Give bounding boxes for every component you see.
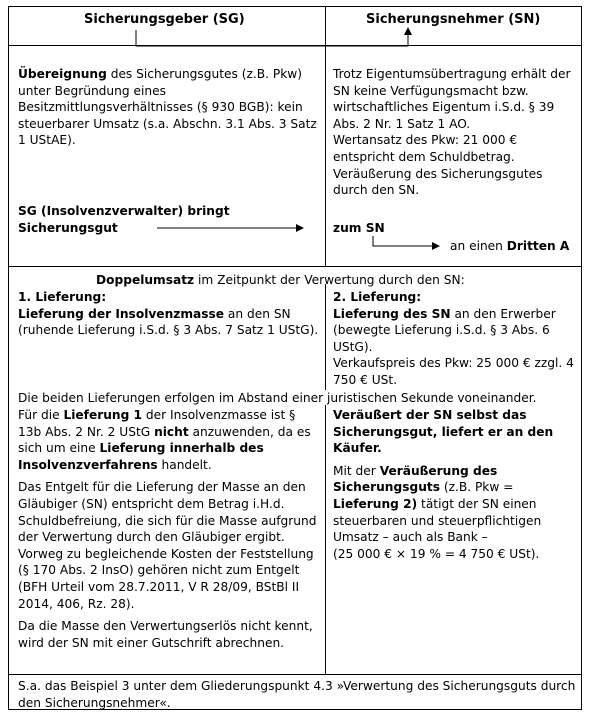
flow-arrowhead-2 [432, 242, 440, 250]
header-sicherungsnehmer: Sicherungsnehmer (SN) [366, 12, 541, 27]
sn-description [333, 66, 577, 199]
sn-veraeusserung: Veräußerung des Sicherungsgutes durch den SN. [333, 166, 543, 198]
paragraph-13b: Für die Lieferung 1 der Insolvenzmasse ist § 13b Abs. 2 Nr. 2 UStG nicht anzuwenden, da es sich um eine Lieferung innerhalb des Insolvenzverfahrens handelt. [18, 408, 311, 472]
veraeussert-sn-text: Veräußert der SN selbst das Sicherungsgut, liefert er an den Käufer. [333, 408, 554, 456]
sn-wertansatz: Wertansatz des Pkw: 21 000 € entspricht dem Schuldbetrag. [333, 133, 518, 164]
header-sicherungsgeber: Sicherungsgeber (SG) [84, 12, 245, 27]
doppelumsatz-line: Doppelumsatz im Zeitpunkt der Verwertung durch den SN: [96, 273, 465, 287]
flow-arrowhead-1 [296, 224, 304, 232]
flow-zum-sn: zum SN [333, 221, 385, 235]
entgelt-text: Das Entgelt für die Lieferung der Masse an den Gläubiger (SN) entspricht dem Betrag i.H.d. Schuldbefreiung, die sich für die Masse aufgrund der Verwertung durch den Gläubiger ergibt. Vorweg zu begleichende Kosten der Feststellung (§ 170 Abs. 2 InsO) gehören nicht zum Entgelt (BFH Urteil vom 28.7.2011, V R 28/09, BStBl II 2014, 406, Rz. 28). [18, 480, 317, 611]
lieferung-2 [333, 289, 579, 389]
lieferung-1 [18, 289, 320, 339]
lieferung-1-text: Lieferung der Insolvenzmasse an den SN (ruhende Lieferung i.S.d. § 3 Abs. 7 Satz 1 UStG). [18, 306, 319, 338]
verkaufspreis: Verkaufspreis des Pkw: 25 000 € zzgl. 4 750 € USt. [333, 356, 574, 387]
lieferung-2-heading: 2. Lieferung: [333, 290, 422, 304]
sn-verfuegungsmacht: Trotz Eigentumsübertragung erhält der SN keine Verfügungsmacht bzw. wirtschaftliches Eigentum i.S.d. § 39 Abs. 2 Nr. 1 Satz 1 AO. [333, 67, 571, 131]
uebereignung-bold: Übereignung [18, 67, 107, 81]
lieferung-1-erlaeuterung [18, 407, 320, 651]
flow-sg-bringt: SG (Insolvenzverwalter) bringt Sicherungsgut [18, 204, 230, 235]
flow-arrow-2 [373, 236, 432, 246]
uebereignung-text: Übereignung des Sicherungsgutes (z.B. Pkw) unter Begründung eines Besitzmittlungsverhältnisses (§ 930 BGB): kein steuerbarer Umsatz (s.a. Abschn. 3.1 Abs. 3 Satz 1 UStAE). [18, 67, 317, 148]
footer-reference: S.a. das Beispiel 3 unter dem Gliederungspunkt 4.3 »Verwertung des Sicherungsguts durch den Sicherungsnehmer«. [18, 679, 576, 710]
veraeusserung-text: Mit der Veräußerung des Sicherungsguts (z.B. Pkw = Lieferung 2) tätigt der SN einen steuerbaren und steuerpflichtigen Umsatz – auch als Bank – (25 000 € × 19 % = 4 750 € USt). [333, 463, 542, 561]
lieferung-2-text: Lieferung des SN an den Erwerber (bewegte Lieferung i.S.d. § 3 Abs. 6 UStG). [333, 306, 556, 354]
abstand-text: Die beiden Lieferungen erfolgen im Abstand einer juristischen Sekunde voneinander. [18, 391, 537, 405]
lieferung-1-heading: 1. Lieferung: [18, 290, 107, 304]
header-bracket-arrow [136, 30, 408, 46]
gutschrift-text: Da die Masse den Verwertungserlös nicht kennt, wird der SN mit einer Gutschrift abrechnen. [18, 619, 313, 650]
flow-dritter: an einen Dritten A [450, 239, 570, 253]
lieferung-2-erlaeuterung [333, 407, 583, 562]
